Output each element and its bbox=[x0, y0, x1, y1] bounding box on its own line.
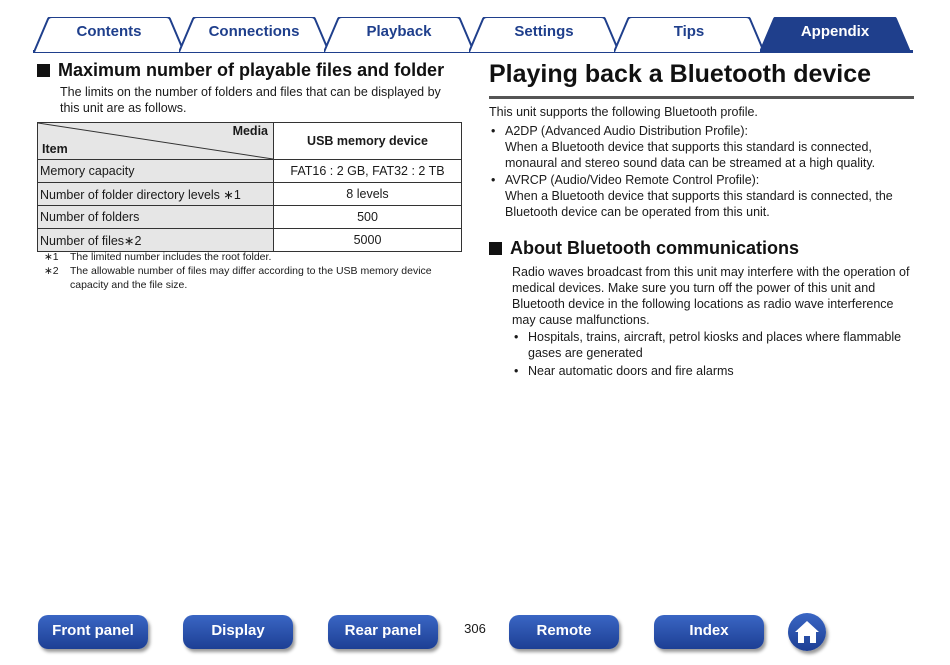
heading-text: About Bluetooth communications bbox=[510, 238, 799, 258]
bullet-icon: • bbox=[491, 173, 496, 187]
tab-appendix[interactable] bbox=[760, 17, 910, 51]
tab-label: Appendix bbox=[800, 23, 870, 40]
row-value: 8 levels bbox=[274, 183, 462, 206]
footnote bbox=[44, 250, 462, 264]
tab-label: Contents bbox=[76, 23, 142, 40]
square-bullet-icon bbox=[37, 64, 50, 77]
top-tab-bar bbox=[0, 0, 950, 54]
profile-desc: When a Bluetooth device that supports this standard is connected, monaural and stereo sound data can be streamed at a high quality. bbox=[505, 140, 876, 170]
footnote-mark: ∗2 bbox=[44, 265, 59, 277]
row-label: Number of folders bbox=[38, 206, 274, 229]
tab-label: Connections bbox=[208, 23, 300, 40]
profile-desc: When a Bluetooth device that supports this standard is connected, the Bluetooth device can be operated from this unit. bbox=[505, 189, 893, 219]
bullet-icon: • bbox=[514, 364, 519, 378]
table-corner-cell bbox=[38, 123, 274, 160]
index-button[interactable]: Index bbox=[654, 615, 764, 649]
table-row bbox=[38, 160, 462, 183]
footnotes bbox=[44, 250, 462, 292]
location-list bbox=[512, 329, 914, 381]
tab-label: Settings bbox=[514, 23, 574, 40]
square-bullet-icon bbox=[489, 242, 502, 255]
tab-connections[interactable] bbox=[179, 17, 329, 51]
list-item bbox=[489, 123, 914, 171]
footnote bbox=[44, 264, 462, 292]
footnote-text: The limited number includes the root folder. bbox=[70, 251, 272, 263]
corner-media-label: Media bbox=[232, 124, 268, 138]
right-intro-text: This unit supports the following Bluetooth profile. bbox=[489, 105, 758, 119]
tab-settings[interactable] bbox=[469, 17, 619, 51]
title-divider bbox=[489, 96, 914, 99]
row-value: FAT16 : 2 GB, FAT32 : 2 TB bbox=[274, 160, 462, 183]
tab-contents[interactable] bbox=[34, 17, 184, 51]
page-title: Playing back a Bluetooth device bbox=[489, 60, 872, 88]
heading-text: Maximum number of playable files and folder bbox=[58, 60, 445, 80]
section-heading-bluetooth-comms bbox=[489, 238, 799, 259]
table-row bbox=[38, 206, 462, 229]
footnote-mark: ∗1 bbox=[44, 251, 59, 263]
about-text: Radio waves broadcast from this unit may interfere with the operation of medical devices. Make sure you turn off the power of this unit and Bluetooth device in the following locations as radio wave interference may cause malfunctions. bbox=[512, 265, 910, 327]
table-row bbox=[38, 229, 462, 252]
remote-button[interactable]: Remote bbox=[509, 615, 619, 649]
table-row bbox=[38, 183, 462, 206]
row-value: 500 bbox=[274, 206, 462, 229]
home-icon bbox=[793, 618, 821, 646]
home-button[interactable] bbox=[788, 613, 826, 651]
list-item bbox=[489, 172, 914, 220]
list-item-text: Near automatic doors and fire alarms bbox=[528, 364, 734, 378]
tab-playback[interactable] bbox=[324, 17, 474, 51]
row-label: Memory capacity bbox=[38, 160, 274, 183]
profile-name: A2DP (Advanced Audio Distribution Profile): bbox=[505, 124, 748, 138]
tab-label: Playback bbox=[366, 23, 432, 40]
corner-item-label: Item bbox=[42, 142, 68, 156]
display-button[interactable]: Display bbox=[183, 615, 293, 649]
footnote-text: The allowable number of files may differ according to the USB memory device capacity and the file size. bbox=[70, 265, 432, 291]
list-item-text: Hospitals, trains, aircraft, petrol kiosks and places where flammable gases are generated bbox=[528, 330, 902, 360]
row-label: Number of files∗2 bbox=[38, 229, 274, 252]
row-value: 5000 bbox=[274, 229, 462, 252]
section-heading-playable-files bbox=[37, 60, 444, 81]
profile-name: AVRCP (Audio/Video Remote Control Profile): bbox=[505, 173, 760, 187]
rear-panel-button[interactable]: Rear panel bbox=[328, 615, 438, 649]
front-panel-button[interactable]: Front panel bbox=[38, 615, 148, 649]
bullet-icon: • bbox=[514, 330, 519, 344]
list-item bbox=[512, 329, 914, 361]
tab-tips[interactable] bbox=[614, 17, 764, 51]
tab-label: Tips bbox=[673, 23, 705, 40]
left-intro-text: The limits on the number of folders and files that can be displayed by this unit are as follows. bbox=[60, 85, 441, 115]
profile-list bbox=[489, 123, 914, 221]
row-label: Number of folder directory levels ∗1 bbox=[38, 183, 274, 206]
table-header-row bbox=[38, 123, 462, 160]
column-header-usb: USB memory device bbox=[274, 123, 462, 160]
bullet-icon: • bbox=[491, 124, 496, 138]
page-number: 306 bbox=[464, 621, 486, 636]
limits-table bbox=[37, 122, 462, 252]
list-item bbox=[512, 363, 914, 379]
